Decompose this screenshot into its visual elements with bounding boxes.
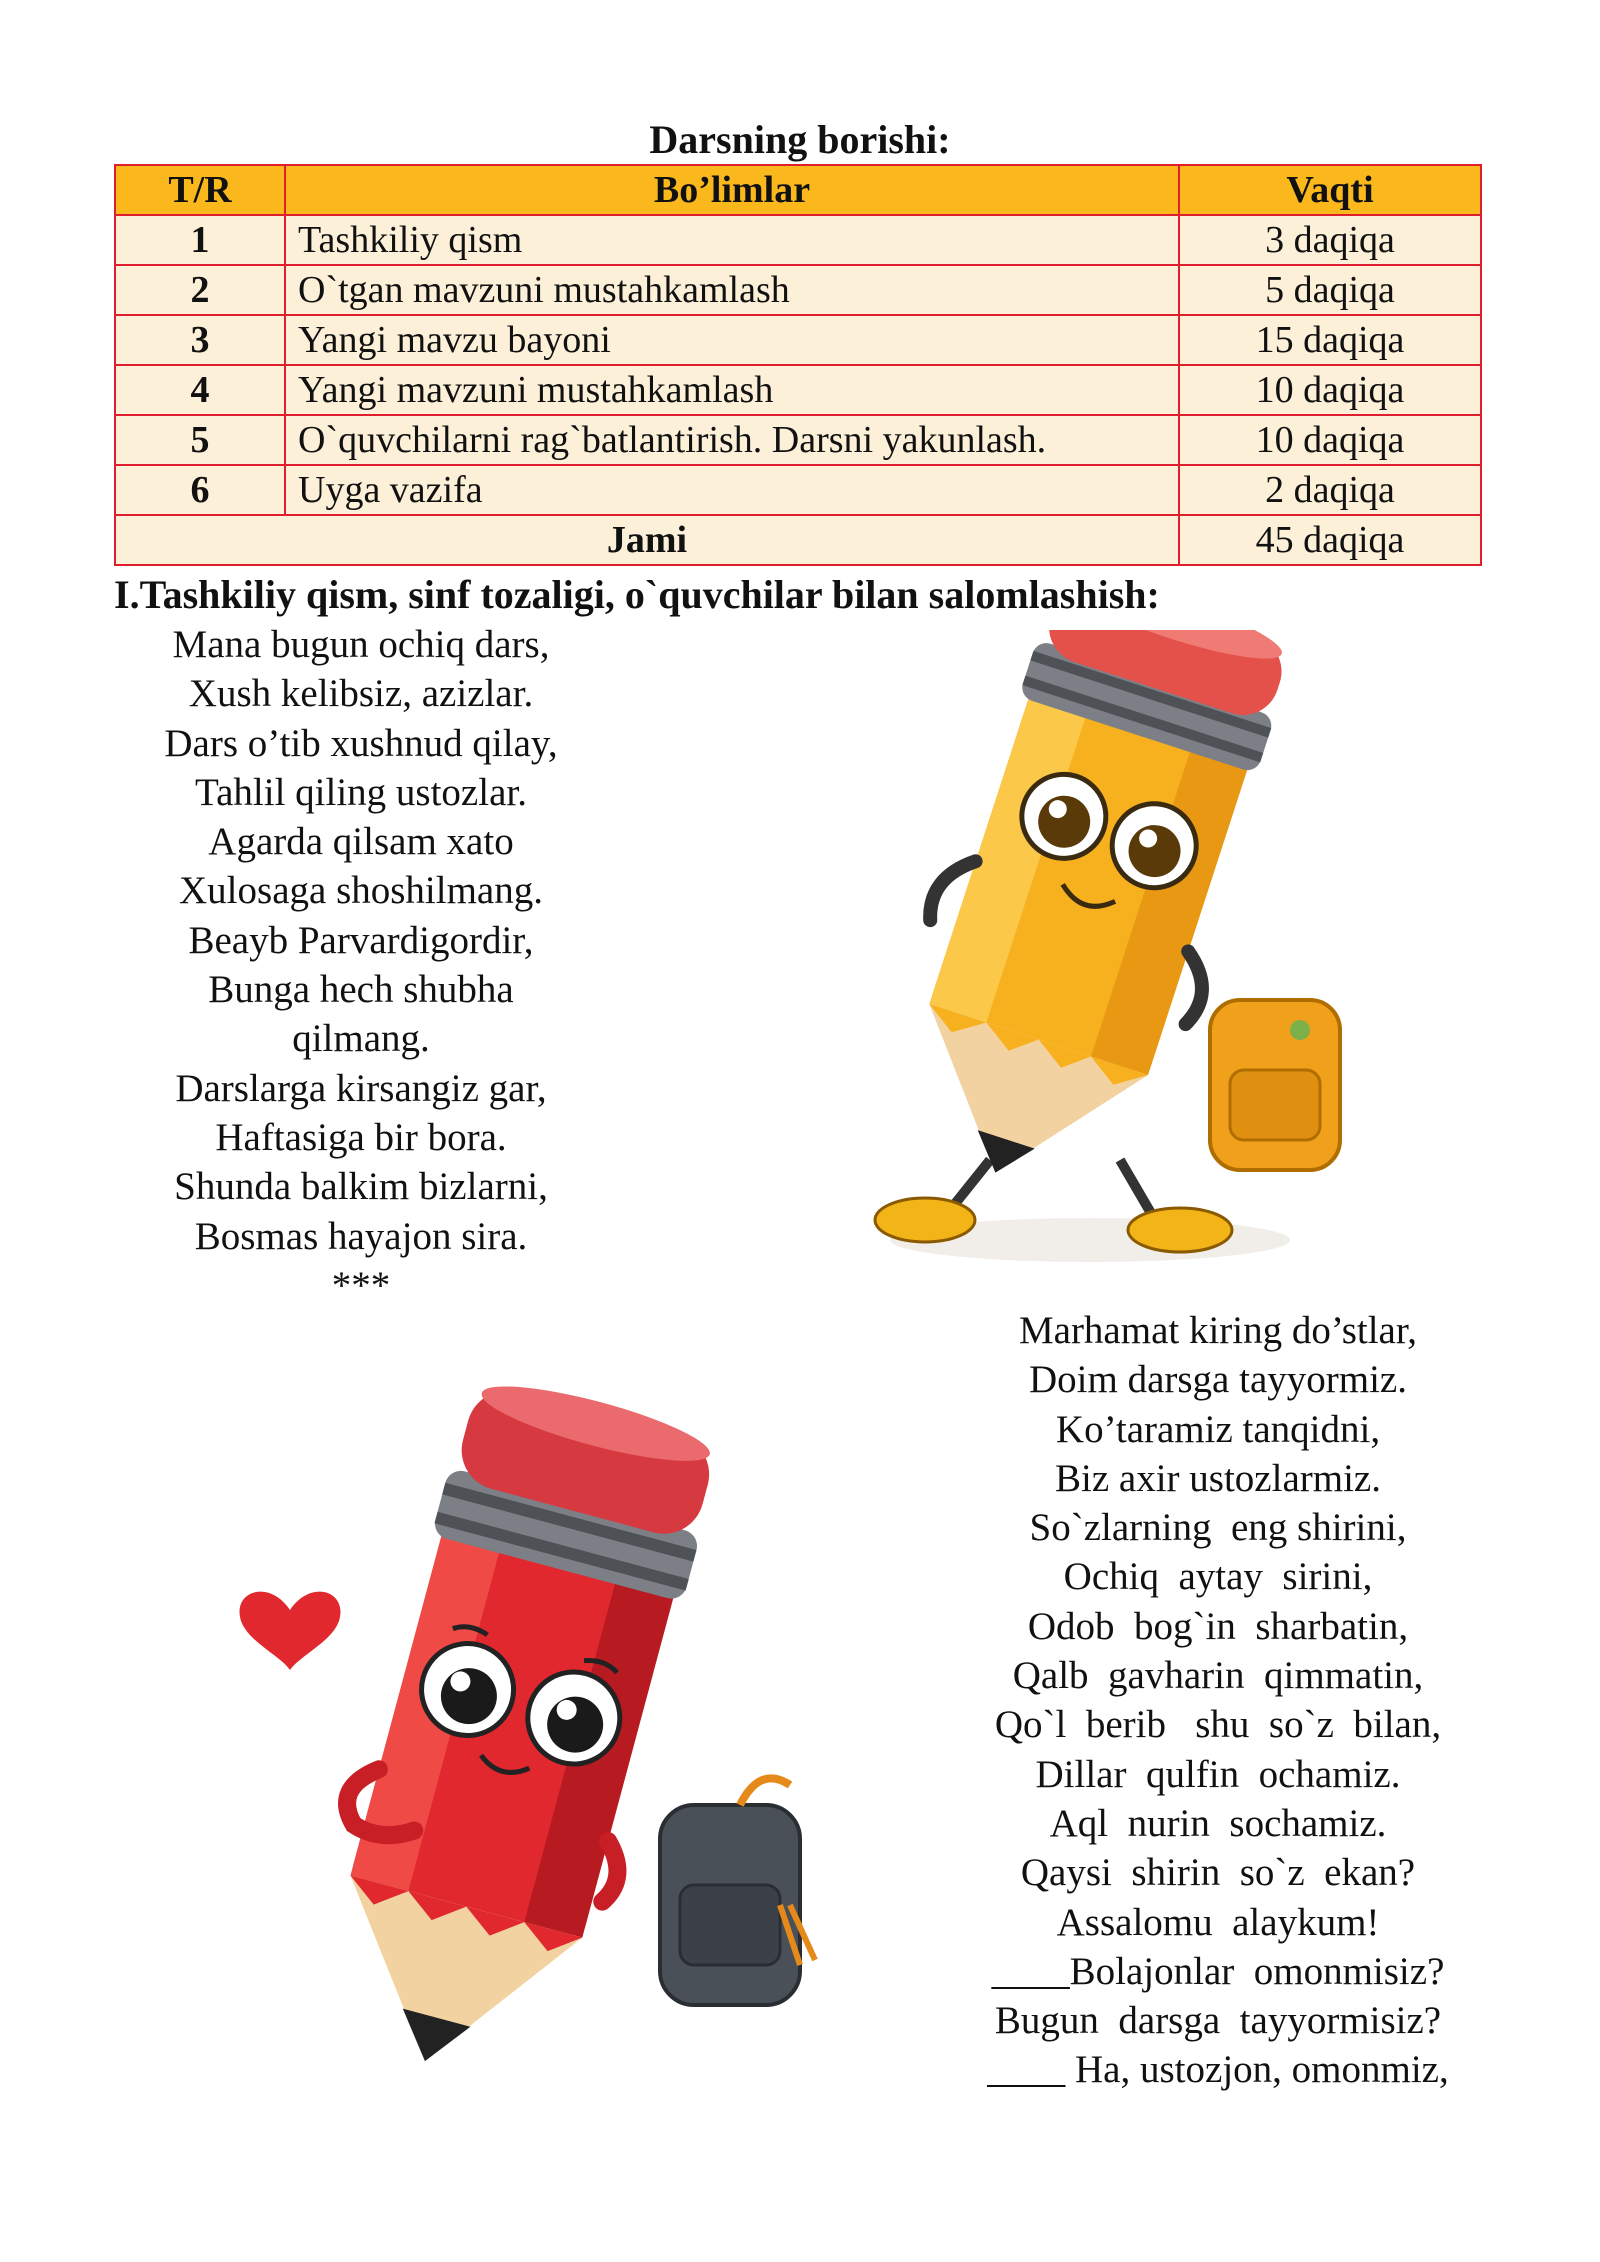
poem-line: ____Bolajonlar omonmisiz?	[991, 1949, 1445, 1993]
poem-right	[888, 1306, 1548, 2095]
poem-line: Qaysi shirin so`z ekan?	[1020, 1851, 1416, 1895]
row-time: 3 daqiqa	[1179, 215, 1481, 265]
header-sections: Bo’limlar	[285, 165, 1179, 215]
poem-line: Assalomu alaykum!	[1056, 1900, 1380, 1944]
poem-line: ***	[331, 1263, 391, 1307]
poem-line: Marhamat kiring do’stlar,	[1018, 1309, 1418, 1352]
header-num: T/R	[115, 165, 285, 215]
row-number: 3	[115, 315, 285, 365]
poem-line: Dillar qulfin ochamiz.	[1035, 1752, 1401, 1796]
poem-line: Haftasiga bir bora.	[215, 1115, 507, 1159]
poem-line: Bosmas hayajon sira.	[194, 1214, 528, 1258]
row-number: 2	[115, 265, 285, 315]
row-time: 10 daqiqa	[1179, 415, 1481, 465]
poem-line: qilmang.	[292, 1017, 430, 1061]
row-time: 2 daqiqa	[1179, 465, 1481, 515]
table-row	[115, 415, 1481, 465]
section-heading: I.Tashkiliy qism, sinf tozaligi, o`quvchilar bilan salomlashish:	[114, 572, 1160, 617]
poem-line: Mana bugun ochiq dars,	[172, 623, 550, 666]
poem-line: Biz axir ustozlarmiz.	[1055, 1456, 1381, 1500]
poem-line: Bunga hech shubha	[208, 968, 514, 1012]
row-section-name: Yangi mavzu bayoni	[285, 315, 1179, 365]
row-section-name: Tashkiliy qism	[285, 215, 1179, 265]
row-number: 5	[115, 415, 285, 465]
poem-line: Agarda qilsam xato	[208, 820, 514, 864]
table-row	[115, 215, 1481, 265]
row-time: 5 daqiqa	[1179, 265, 1481, 315]
row-section-name: O`quvchilarni rag`batlantirish. Darsni yakunlash.	[285, 415, 1179, 465]
poem-line: Ko’taramiz tanqidni,	[1055, 1407, 1381, 1451]
row-number: 4	[115, 365, 285, 415]
poem-line: Qo`l berib shu so`z bilan,	[994, 1703, 1442, 1747]
table-header-row	[115, 165, 1481, 215]
poem-line: Tahlil qiling ustozlar.	[195, 770, 527, 814]
poem-left	[114, 620, 608, 1310]
yellow-pencil-illustration	[760, 630, 1460, 1280]
row-time: 10 daqiqa	[1179, 365, 1481, 415]
page-title: Darsning borishi:	[649, 117, 951, 162]
row-time: 15 daqiqa	[1179, 315, 1481, 365]
row-section-name: O`tgan mavzuni mustahkamlash	[285, 265, 1179, 315]
poem-line: Xulosaga shoshilmang.	[179, 869, 543, 913]
table-row	[115, 365, 1481, 415]
poem-line: ____ Ha, ustozjon, omonmiz,	[987, 2048, 1449, 2092]
poem-line: Shunda balkim bizlarni,	[174, 1165, 548, 1209]
row-number: 6	[115, 465, 285, 515]
poem-line: Qalb gavharin qimmatin,	[1012, 1654, 1424, 1698]
lesson-plan-table	[114, 164, 1482, 566]
table-total-row	[115, 515, 1481, 565]
poem-line: Beayb Parvardigordir,	[188, 918, 534, 962]
poem-line: So`zlarning eng shirini,	[1029, 1506, 1407, 1550]
poem-line: Darslarga kirsangiz gar,	[175, 1066, 547, 1110]
poem-line: Bugun darsga tayyormisiz?	[994, 1999, 1442, 2043]
poem-line: Dars o’tib xushnud qilay,	[164, 721, 558, 765]
poem-line: Ochiq aytay sirini,	[1063, 1555, 1373, 1599]
table-row	[115, 465, 1481, 515]
poem-line: Xush kelibsiz, azizlar.	[188, 672, 534, 716]
poem-line: Odob bog`in sharbatin,	[1027, 1604, 1409, 1648]
poem-line: Doim darsga tayyormiz.	[1029, 1358, 1407, 1402]
row-number: 1	[115, 215, 285, 265]
row-section-name: Uyga vazifa	[285, 465, 1179, 515]
total-time: 45 daqiqa	[1179, 515, 1481, 565]
poem-line: Aql nurin sochamiz.	[1049, 1801, 1387, 1845]
header-time: Vaqti	[1179, 165, 1481, 215]
row-section-name: Yangi mavzuni mustahkamlash	[285, 365, 1179, 415]
table-row	[115, 265, 1481, 315]
table-row	[115, 315, 1481, 365]
red-pencil-illustration	[140, 1385, 860, 2125]
total-label: Jami	[115, 515, 1179, 565]
